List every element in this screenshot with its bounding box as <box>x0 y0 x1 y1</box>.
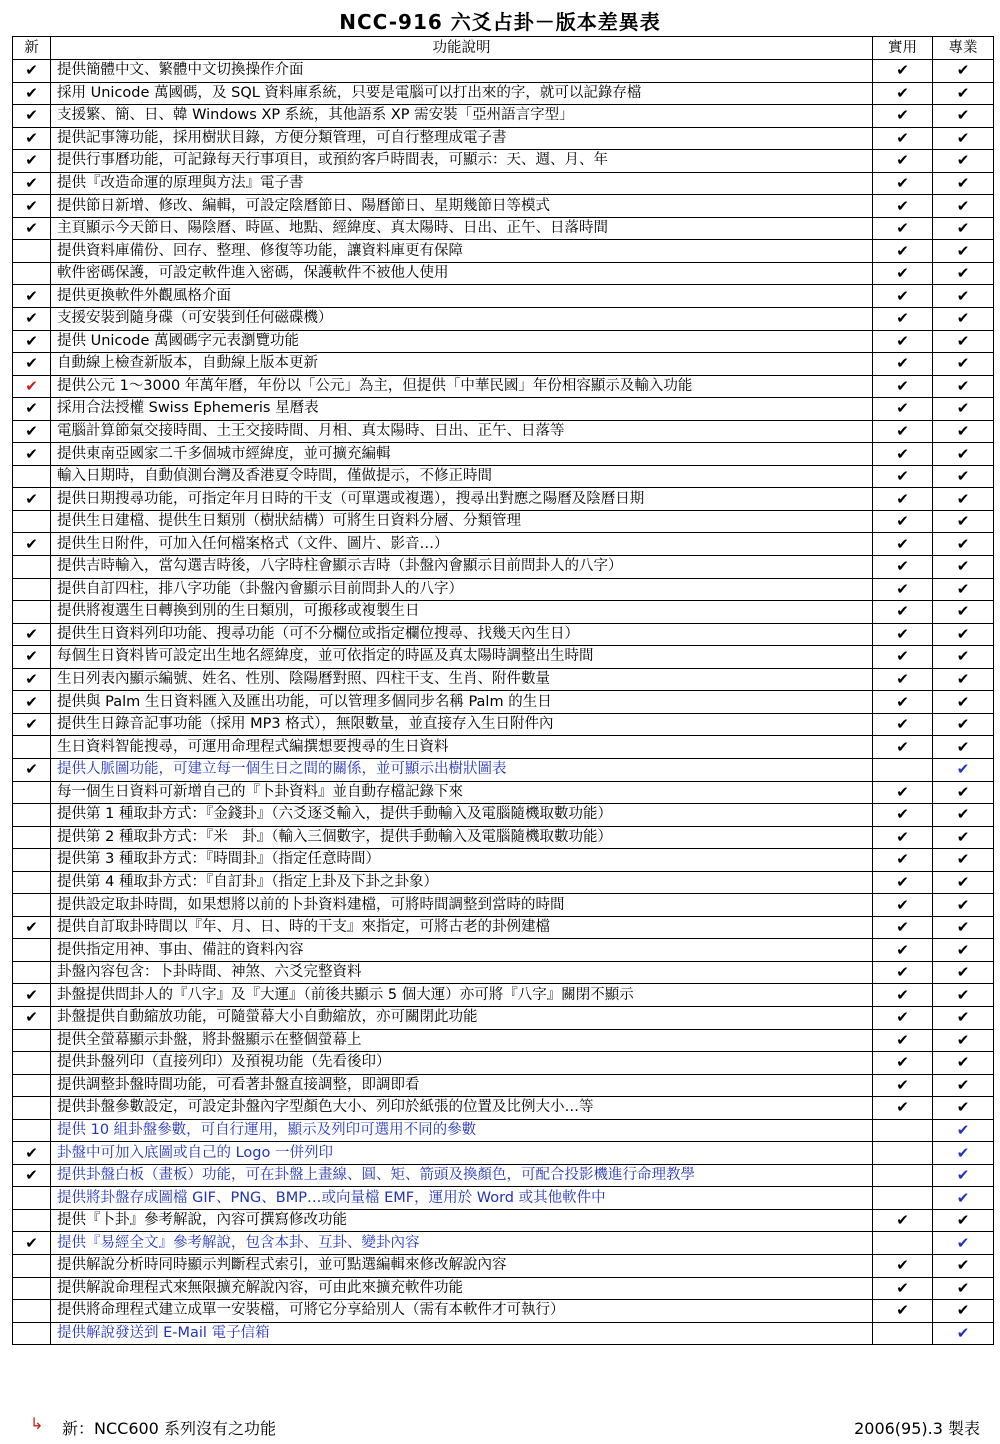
table-row <box>13 1254 994 1277</box>
practical-check-cell: ✔ <box>873 984 933 1007</box>
table-row <box>13 1074 994 1097</box>
table-row <box>13 533 994 556</box>
professional-check-cell: ✔ <box>933 961 994 984</box>
feature-description: 提供日期搜尋功能，可指定年月日時的干支（可單選或複選），搜尋出對應之陽曆及陰曆日期 <box>51 488 873 511</box>
feature-description: 提供調整卦盤時間功能，可看著卦盤直接調整，即調即看 <box>51 1074 873 1097</box>
new-flag-cell: ✔ <box>13 691 51 714</box>
arrow-icon: ↳ <box>30 1414 44 1433</box>
professional-check-cell: ✔ <box>933 1232 994 1255</box>
professional-check-cell: ✔ <box>933 1119 994 1142</box>
professional-check-cell: ✔ <box>933 1322 994 1345</box>
table-row <box>13 398 994 421</box>
new-flag-cell <box>13 1209 51 1232</box>
new-flag-cell <box>13 736 51 759</box>
table-row <box>13 420 994 443</box>
feature-description: 提供第 2 種取卦方式：『米 卦』（輸入三個數字，提供手動輸入及電腦隨機取數功能） <box>51 826 873 849</box>
new-flag-cell <box>13 556 51 579</box>
practical-check-cell: ✔ <box>873 556 933 579</box>
new-flag-cell <box>13 1119 51 1142</box>
table-row <box>13 488 994 511</box>
header-professional: 專業 <box>933 37 994 60</box>
practical-check-cell: ✔ <box>873 127 933 150</box>
feature-description: 提供全螢幕顯示卦盤，將卦盤顯示在整個螢幕上 <box>51 1029 873 1052</box>
practical-check-cell: ✔ <box>873 262 933 285</box>
table-header-row <box>13 37 994 60</box>
new-flag-cell: ✔ <box>13 420 51 443</box>
table-row <box>13 510 994 533</box>
feature-description: 採用 Unicode 萬國碼，及 SQL 資料庫系統，只要是電腦可以打出來的字，就可以記錄存檔 <box>51 82 873 105</box>
feature-description: 提供將卦盤存成圖檔 GIF、PNG、BMP…或向量檔 EMF，運用於 Word 或其他軟件中 <box>51 1187 873 1210</box>
professional-check-cell: ✔ <box>933 465 994 488</box>
feature-description: 提供 10 組卦盤參數，可自行運用，顯示及列印可選用不同的參數 <box>51 1119 873 1142</box>
feature-description: 提供第 4 種取卦方式：『自訂卦』（指定上卦及下卦之卦象） <box>51 871 873 894</box>
professional-check-cell: ✔ <box>933 826 994 849</box>
table-row <box>13 939 994 962</box>
practical-check-cell: ✔ <box>873 1300 933 1323</box>
table-row <box>13 916 994 939</box>
table-row <box>13 623 994 646</box>
table-row <box>13 1209 994 1232</box>
new-flag-cell: ✔ <box>13 758 51 781</box>
table-row <box>13 60 994 83</box>
professional-check-cell: ✔ <box>933 1209 994 1232</box>
new-flag-cell <box>13 1029 51 1052</box>
feature-description: 提供卦盤列印（直接列印）及預視功能（先看後印） <box>51 1052 873 1075</box>
new-flag-cell <box>13 601 51 624</box>
new-flag-cell <box>13 804 51 827</box>
new-flag-cell: ✔ <box>13 646 51 669</box>
practical-check-cell <box>873 1232 933 1255</box>
feature-description: 每個生日資料皆可設定出生地名經緯度，並可依指定的時區及真太陽時調整出生時間 <box>51 646 873 669</box>
new-flag-cell: ✔ <box>13 623 51 646</box>
table-row <box>13 195 994 218</box>
new-flag-cell <box>13 826 51 849</box>
new-flag-cell: ✔ <box>13 375 51 398</box>
professional-check-cell: ✔ <box>933 172 994 195</box>
table-row <box>13 1164 994 1187</box>
feature-description: 提供生日附件，可加入任何檔案格式（文件、圖片、影音…） <box>51 533 873 556</box>
practical-check-cell: ✔ <box>873 623 933 646</box>
practical-check-cell: ✔ <box>873 646 933 669</box>
feature-description: 提供生日建檔、提供生日類別（樹狀結構）可將生日資料分層、分類管理 <box>51 510 873 533</box>
new-flag-cell: ✔ <box>13 443 51 466</box>
table-row <box>13 308 994 331</box>
professional-check-cell: ✔ <box>933 939 994 962</box>
table-row <box>13 262 994 285</box>
new-flag-cell <box>13 1187 51 1210</box>
practical-check-cell <box>873 758 933 781</box>
table-row <box>13 758 994 781</box>
feature-description: 提供解說命理程式來無限擴充解說內容，可由此來擴充軟件功能 <box>51 1277 873 1300</box>
feature-description: 提供簡體中文、繁體中文切換操作介面 <box>51 60 873 83</box>
professional-check-cell: ✔ <box>933 1142 994 1165</box>
new-flag-cell <box>13 894 51 917</box>
practical-check-cell: ✔ <box>873 939 933 962</box>
table-row <box>13 285 994 308</box>
feature-description: 提供解說發送到 E-Mail 電子信箱 <box>51 1322 873 1345</box>
footer-note: 新：NCC600 系列沒有之功能 <box>62 1419 276 1438</box>
professional-check-cell: ✔ <box>933 849 994 872</box>
header-description: 功能說明 <box>51 37 873 60</box>
practical-check-cell: ✔ <box>873 443 933 466</box>
feature-description: 每一個生日資料可新增自己的『卜卦資料』並自動存檔記錄下來 <box>51 781 873 804</box>
professional-check-cell: ✔ <box>933 285 994 308</box>
table-row <box>13 375 994 398</box>
professional-check-cell: ✔ <box>933 871 994 894</box>
professional-check-cell: ✔ <box>933 1052 994 1075</box>
feature-description: 提供記事簿功能，採用樹狀目錄，方便分類管理，可自行整理成電子書 <box>51 127 873 150</box>
header-new: 新 <box>13 37 51 60</box>
practical-check-cell: ✔ <box>873 82 933 105</box>
table-row <box>13 465 994 488</box>
professional-check-cell: ✔ <box>933 1074 994 1097</box>
table-row <box>13 646 994 669</box>
feature-description: 提供行事曆功能，可記錄每天行事項目，或預約客戶時間表，可顯示：天、週、月、年 <box>51 150 873 173</box>
feature-description: 提供將命理程式建立成單一安裝檔，可將它分享給別人（需有本軟件才可執行） <box>51 1300 873 1323</box>
professional-check-cell: ✔ <box>933 330 994 353</box>
practical-check-cell: ✔ <box>873 375 933 398</box>
table-row <box>13 1300 994 1323</box>
practical-check-cell <box>873 1164 933 1187</box>
professional-check-cell: ✔ <box>933 601 994 624</box>
table-row <box>13 871 994 894</box>
practical-check-cell: ✔ <box>873 871 933 894</box>
practical-check-cell: ✔ <box>873 1254 933 1277</box>
feature-description: 提供東南亞國家二千多個城市經緯度，並可擴充編輯 <box>51 443 873 466</box>
table-body <box>13 60 994 1345</box>
feature-description: 提供 Unicode 萬國碼字元表瀏覽功能 <box>51 330 873 353</box>
professional-check-cell: ✔ <box>933 533 994 556</box>
professional-check-cell: ✔ <box>933 894 994 917</box>
practical-check-cell: ✔ <box>873 691 933 714</box>
table-row <box>13 1322 994 1345</box>
footer-date: 2006(95).3 製表 <box>854 1419 980 1438</box>
practical-check-cell: ✔ <box>873 398 933 421</box>
professional-check-cell: ✔ <box>933 217 994 240</box>
feature-description: 支援安裝到隨身碟（可安裝到任何磁碟機） <box>51 308 873 331</box>
header-practical: 實用 <box>873 37 933 60</box>
practical-check-cell: ✔ <box>873 1277 933 1300</box>
feature-description: 提供設定取卦時間，如果想將以前的卜卦資料建檔，可將時間調整到當時的時間 <box>51 894 873 917</box>
new-flag-cell <box>13 1300 51 1323</box>
feature-description: 採用合法授權 Swiss Ephemeris 星曆表 <box>51 398 873 421</box>
feature-description: 生日資料智能搜尋，可運用命理程式編撰想要搜尋的生日資料 <box>51 736 873 759</box>
feature-description: 卦盤中可加入底圖或自己的 Logo 一併列印 <box>51 1142 873 1165</box>
table-row <box>13 217 994 240</box>
table-row <box>13 668 994 691</box>
professional-check-cell: ✔ <box>933 353 994 376</box>
table-row <box>13 1232 994 1255</box>
new-flag-cell: ✔ <box>13 353 51 376</box>
new-flag-cell <box>13 1254 51 1277</box>
table-row <box>13 736 994 759</box>
professional-check-cell: ✔ <box>933 691 994 714</box>
feature-description: 提供節日新增、修改、編輯，可設定陰曆節日、陽曆節日、星期幾節日等模式 <box>51 195 873 218</box>
practical-check-cell: ✔ <box>873 894 933 917</box>
practical-check-cell <box>873 1119 933 1142</box>
table-row <box>13 105 994 128</box>
professional-check-cell: ✔ <box>933 488 994 511</box>
new-flag-cell: ✔ <box>13 668 51 691</box>
feature-description: 提供第 3 種取卦方式：『時間卦』（指定任意時間） <box>51 849 873 872</box>
table-row <box>13 172 994 195</box>
feature-description: 提供指定用神、事由、備註的資料內容 <box>51 939 873 962</box>
professional-check-cell: ✔ <box>933 1097 994 1120</box>
table-row <box>13 1187 994 1210</box>
practical-check-cell: ✔ <box>873 465 933 488</box>
professional-check-cell: ✔ <box>933 420 994 443</box>
new-flag-cell: ✔ <box>13 285 51 308</box>
practical-check-cell: ✔ <box>873 1097 933 1120</box>
practical-check-cell: ✔ <box>873 713 933 736</box>
table-row <box>13 826 994 849</box>
new-flag-cell: ✔ <box>13 105 51 128</box>
practical-check-cell: ✔ <box>873 488 933 511</box>
feature-description: 提供人脈圖功能，可建立每一個生日之間的關係，並可顯示出樹狀圖表 <box>51 758 873 781</box>
feature-description: 支援繁、簡、日、韓 Windows XP 系統，其他語系 XP 需安裝「亞州語言字型」 <box>51 105 873 128</box>
practical-check-cell: ✔ <box>873 849 933 872</box>
professional-check-cell: ✔ <box>933 916 994 939</box>
new-flag-cell <box>13 1097 51 1120</box>
feature-description: 卦盤提供問卦人的『八字』及『大運』（前後共顯示 5 個大運）亦可將『八字』關閉不顯示 <box>51 984 873 1007</box>
practical-check-cell: ✔ <box>873 217 933 240</box>
new-flag-cell <box>13 262 51 285</box>
professional-check-cell: ✔ <box>933 195 994 218</box>
new-flag-cell <box>13 781 51 804</box>
professional-check-cell: ✔ <box>933 398 994 421</box>
professional-check-cell: ✔ <box>933 578 994 601</box>
feature-description: 提供自訂四柱，排八字功能（卦盤內會顯示目前問卦人的八字） <box>51 578 873 601</box>
new-flag-cell: ✔ <box>13 127 51 150</box>
feature-description: 提供『卜卦』參考解說，內容可撰寫修改功能 <box>51 1209 873 1232</box>
table-row <box>13 443 994 466</box>
practical-check-cell: ✔ <box>873 736 933 759</box>
feature-description: 卦盤內容包含：卜卦時間、神煞、六爻完整資料 <box>51 961 873 984</box>
practical-check-cell: ✔ <box>873 826 933 849</box>
table-row <box>13 713 994 736</box>
practical-check-cell: ✔ <box>873 308 933 331</box>
practical-check-cell: ✔ <box>873 285 933 308</box>
new-flag-cell: ✔ <box>13 217 51 240</box>
professional-check-cell: ✔ <box>933 623 994 646</box>
new-flag-cell: ✔ <box>13 1142 51 1165</box>
professional-check-cell: ✔ <box>933 984 994 1007</box>
new-flag-cell <box>13 578 51 601</box>
new-flag-cell <box>13 465 51 488</box>
new-flag-cell: ✔ <box>13 150 51 173</box>
practical-check-cell: ✔ <box>873 172 933 195</box>
professional-check-cell: ✔ <box>933 82 994 105</box>
new-flag-cell <box>13 849 51 872</box>
new-flag-cell <box>13 1074 51 1097</box>
new-flag-cell: ✔ <box>13 916 51 939</box>
feature-description: 生日列表內顯示編號、姓名、性別、陰陽曆對照、四柱干支、生肖、附件數量 <box>51 668 873 691</box>
feature-description: 提供與 Palm 生日資料匯入及匯出功能，可以管理多個同步名稱 Palm 的生日 <box>51 691 873 714</box>
professional-check-cell: ✔ <box>933 758 994 781</box>
new-flag-cell: ✔ <box>13 82 51 105</box>
feature-description: 提供卦盤白板（畫板）功能，可在卦盤上畫線、圓、矩、箭頭及換顏色，可配合投影機進行命理教學 <box>51 1164 873 1187</box>
professional-check-cell: ✔ <box>933 262 994 285</box>
professional-check-cell: ✔ <box>933 127 994 150</box>
practical-check-cell: ✔ <box>873 601 933 624</box>
new-flag-cell: ✔ <box>13 330 51 353</box>
practical-check-cell: ✔ <box>873 804 933 827</box>
practical-check-cell: ✔ <box>873 1209 933 1232</box>
table-row <box>13 578 994 601</box>
feature-description: 提供『易經全文』參考解說，包含本卦、互卦、變卦內容 <box>51 1232 873 1255</box>
feature-description: 主頁顯示今天節日、陽陰曆、時區、地點、經緯度、真太陽時、日出、正午、日落時間 <box>51 217 873 240</box>
new-flag-cell: ✔ <box>13 195 51 218</box>
feature-description: 自動線上檢查新版本，自動線上版本更新 <box>51 353 873 376</box>
feature-description: 提供資料庫備份、回存、整理、修復等功能，讓資料庫更有保障 <box>51 240 873 263</box>
table-row <box>13 127 994 150</box>
table-row <box>13 556 994 579</box>
table-row <box>13 1277 994 1300</box>
table-row <box>13 1052 994 1075</box>
new-flag-cell <box>13 871 51 894</box>
professional-check-cell: ✔ <box>933 240 994 263</box>
professional-check-cell: ✔ <box>933 375 994 398</box>
page-title: NCC-916 六爻占卦－版本差異表 <box>339 10 661 34</box>
professional-check-cell: ✔ <box>933 804 994 827</box>
professional-check-cell: ✔ <box>933 781 994 804</box>
practical-check-cell <box>873 1142 933 1165</box>
new-flag-cell: ✔ <box>13 308 51 331</box>
feature-description: 卦盤提供自動縮放功能，可隨螢幕大小自動縮放，亦可關閉此功能 <box>51 1006 873 1029</box>
new-flag-cell: ✔ <box>13 60 51 83</box>
practical-check-cell: ✔ <box>873 330 933 353</box>
feature-description: 提供卦盤參數設定，可設定卦盤內字型顏色大小、列印於紙張的位置及比例大小…等 <box>51 1097 873 1120</box>
feature-description: 軟件密碼保護，可設定軟件進入密碼，保護軟件不被他人使用 <box>51 262 873 285</box>
professional-check-cell: ✔ <box>933 1006 994 1029</box>
practical-check-cell: ✔ <box>873 1074 933 1097</box>
practical-check-cell <box>873 1187 933 1210</box>
practical-check-cell: ✔ <box>873 916 933 939</box>
table-row <box>13 961 994 984</box>
table-row <box>13 1119 994 1142</box>
table-row <box>13 82 994 105</box>
table-row <box>13 1029 994 1052</box>
new-flag-cell <box>13 1052 51 1075</box>
practical-check-cell: ✔ <box>873 1052 933 1075</box>
practical-check-cell: ✔ <box>873 668 933 691</box>
new-flag-cell: ✔ <box>13 172 51 195</box>
practical-check-cell: ✔ <box>873 60 933 83</box>
table-row <box>13 691 994 714</box>
table-row <box>13 849 994 872</box>
professional-check-cell: ✔ <box>933 736 994 759</box>
professional-check-cell: ✔ <box>933 1164 994 1187</box>
new-flag-cell: ✔ <box>13 984 51 1007</box>
new-flag-cell <box>13 510 51 533</box>
professional-check-cell: ✔ <box>933 646 994 669</box>
professional-check-cell: ✔ <box>933 1277 994 1300</box>
professional-check-cell: ✔ <box>933 556 994 579</box>
practical-check-cell: ✔ <box>873 781 933 804</box>
new-flag-cell: ✔ <box>13 488 51 511</box>
table-row <box>13 1142 994 1165</box>
feature-description: 提供解說分析時同時顯示判斷程式索引，並可點選編輯來修改解說內容 <box>51 1254 873 1277</box>
professional-check-cell: ✔ <box>933 308 994 331</box>
new-flag-cell: ✔ <box>13 398 51 421</box>
table-row <box>13 781 994 804</box>
feature-description: 提供生日資料列印功能、搜尋功能（可不分欄位或指定欄位搜尋、找幾天內生日） <box>51 623 873 646</box>
new-flag-cell <box>13 961 51 984</box>
new-flag-cell <box>13 1322 51 1345</box>
professional-check-cell: ✔ <box>933 1187 994 1210</box>
feature-description: 電腦計算節氣交接時間、土王交接時間、月相、真太陽時、日出、正午、日落等 <box>51 420 873 443</box>
practical-check-cell: ✔ <box>873 1006 933 1029</box>
practical-check-cell: ✔ <box>873 150 933 173</box>
practical-check-cell: ✔ <box>873 961 933 984</box>
feature-description: 提供將複選生日轉換到別的生日類別，可搬移或複製生日 <box>51 601 873 624</box>
professional-check-cell: ✔ <box>933 1300 994 1323</box>
feature-description: 提供『改造命運的原理與方法』電子書 <box>51 172 873 195</box>
feature-table <box>12 36 994 1345</box>
practical-check-cell: ✔ <box>873 353 933 376</box>
feature-description: 提供生日錄音記事功能（採用 MP3 格式），無限數量，並直接存入生日附件內 <box>51 713 873 736</box>
professional-check-cell: ✔ <box>933 510 994 533</box>
practical-check-cell <box>873 1322 933 1345</box>
table-row <box>13 1097 994 1120</box>
practical-check-cell: ✔ <box>873 420 933 443</box>
practical-check-cell: ✔ <box>873 240 933 263</box>
footer <box>0 1414 1000 1442</box>
feature-description: 提供第 1 種取卦方式：『金錢卦』（六爻逐爻輸入，提供手動輸入及電腦隨機取數功能） <box>51 804 873 827</box>
table-row <box>13 150 994 173</box>
practical-check-cell: ✔ <box>873 1029 933 1052</box>
professional-check-cell: ✔ <box>933 1254 994 1277</box>
table-row <box>13 353 994 376</box>
feature-description: 提供更換軟件外觀風格介面 <box>51 285 873 308</box>
table-row <box>13 330 994 353</box>
practical-check-cell: ✔ <box>873 533 933 556</box>
new-flag-cell: ✔ <box>13 1006 51 1029</box>
new-flag-cell <box>13 1277 51 1300</box>
professional-check-cell: ✔ <box>933 1029 994 1052</box>
feature-description: 輸入日期時，自動偵測台灣及香港夏令時間，僅做提示，不修正時間 <box>51 465 873 488</box>
table-row <box>13 240 994 263</box>
professional-check-cell: ✔ <box>933 713 994 736</box>
new-flag-cell: ✔ <box>13 533 51 556</box>
feature-description: 提供吉時輸入，當勾選吉時後，八字時柱會顯示吉時（卦盤內會顯示目前問卦人的八字） <box>51 556 873 579</box>
practical-check-cell: ✔ <box>873 105 933 128</box>
table-row <box>13 894 994 917</box>
professional-check-cell: ✔ <box>933 105 994 128</box>
new-flag-cell: ✔ <box>13 713 51 736</box>
professional-check-cell: ✔ <box>933 150 994 173</box>
feature-description: 提供自訂取卦時間以『年、月、日、時的干支』來指定，可將古老的卦例建檔 <box>51 916 873 939</box>
professional-check-cell: ✔ <box>933 668 994 691</box>
practical-check-cell: ✔ <box>873 510 933 533</box>
practical-check-cell: ✔ <box>873 195 933 218</box>
new-flag-cell <box>13 240 51 263</box>
professional-check-cell: ✔ <box>933 60 994 83</box>
table-row <box>13 601 994 624</box>
practical-check-cell: ✔ <box>873 578 933 601</box>
table-row <box>13 804 994 827</box>
new-flag-cell <box>13 939 51 962</box>
feature-description: 提供公元 1～3000 年萬年曆，年份以「公元」為主，但提供「中華民國」年份相容顯示及輸入功能 <box>51 375 873 398</box>
new-flag-cell: ✔ <box>13 1232 51 1255</box>
professional-check-cell: ✔ <box>933 443 994 466</box>
table-row <box>13 1006 994 1029</box>
new-flag-cell: ✔ <box>13 1164 51 1187</box>
table-row <box>13 984 994 1007</box>
